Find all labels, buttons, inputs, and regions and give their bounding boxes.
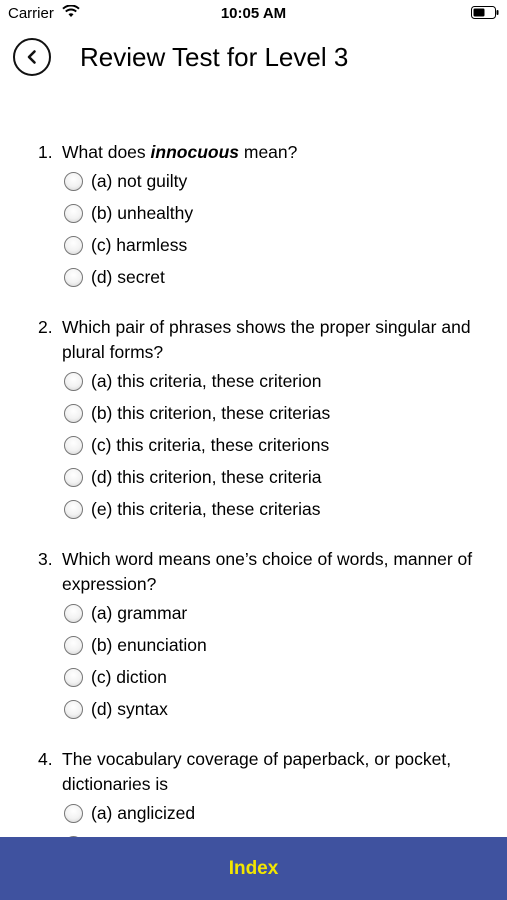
- radio-button-icon[interactable]: [64, 500, 83, 519]
- emphasized-word: innocuous: [150, 142, 239, 162]
- radio-button-icon[interactable]: [64, 668, 83, 687]
- answer-option[interactable]: (a) this criteria, these criterion: [64, 365, 507, 397]
- question-2: [0, 315, 507, 525]
- answer-option[interactable]: (d) this criterion, these criteria: [64, 461, 507, 493]
- answer-option[interactable]: (b) enunciation: [64, 629, 507, 661]
- radio-button-icon[interactable]: [64, 700, 83, 719]
- radio-button-icon[interactable]: [64, 268, 83, 287]
- radio-button-icon[interactable]: [64, 204, 83, 223]
- radio-button-icon[interactable]: [64, 604, 83, 623]
- answer-option[interactable]: (d) syntax: [64, 693, 507, 725]
- carrier-label: Carrier: [8, 5, 54, 22]
- answer-option[interactable]: (a) grammar: [64, 597, 507, 629]
- radio-button-icon[interactable]: [64, 468, 83, 487]
- index-button[interactable]: Index: [228, 857, 279, 879]
- question-number: 3.: [38, 549, 53, 569]
- question-3: [0, 547, 507, 725]
- answer-option[interactable]: (a) not guilty: [64, 165, 507, 197]
- answer-option[interactable]: [64, 829, 507, 837]
- battery-icon: [471, 6, 499, 19]
- question-text: What does innocuous mean?: [62, 142, 298, 162]
- question-list[interactable]: [0, 140, 507, 837]
- radio-button-icon[interactable]: [64, 404, 83, 423]
- radio-button-icon[interactable]: [64, 804, 83, 823]
- status-bar: [0, 0, 507, 28]
- bottom-bar: [0, 837, 507, 900]
- answer-option[interactable]: (b) unhealthy: [64, 197, 507, 229]
- page-title: Review Test for Level 3: [80, 42, 349, 72]
- question-text: Which pair of phrases shows the proper singular and plural forms?: [62, 317, 471, 362]
- radio-button-icon[interactable]: [64, 636, 83, 655]
- question-number: 4.: [38, 749, 53, 769]
- answer-option[interactable]: (c) this criteria, these criterions: [64, 429, 507, 461]
- answer-option[interactable]: (b) this criterion, these criterias: [64, 397, 507, 429]
- answer-option[interactable]: (a) anglicized: [64, 797, 507, 829]
- question-number: 1.: [38, 142, 53, 162]
- answer-option[interactable]: (c) diction: [64, 661, 507, 693]
- question-4: [0, 747, 507, 837]
- status-time: 10:05 AM: [220, 5, 287, 22]
- answer-option[interactable]: (e) this criteria, these criterias: [64, 493, 507, 525]
- question-1: [0, 140, 507, 293]
- radio-button-icon[interactable]: [64, 172, 83, 191]
- radio-button-icon[interactable]: [64, 436, 83, 455]
- back-button[interactable]: [13, 38, 51, 76]
- radio-button-icon[interactable]: [64, 372, 83, 391]
- answer-option[interactable]: (c) harmless: [64, 229, 507, 261]
- answer-option[interactable]: (d) secret: [64, 261, 507, 293]
- question-number: 2.: [38, 317, 53, 337]
- header: [0, 38, 507, 84]
- chevron-left-icon: [24, 49, 40, 65]
- question-text: Which word means one’s choice of words, manner of expression?: [62, 549, 473, 594]
- radio-button-icon[interactable]: [64, 236, 83, 255]
- question-text: The vocabulary coverage of paperback, or pocket, dictionaries is: [62, 749, 452, 794]
